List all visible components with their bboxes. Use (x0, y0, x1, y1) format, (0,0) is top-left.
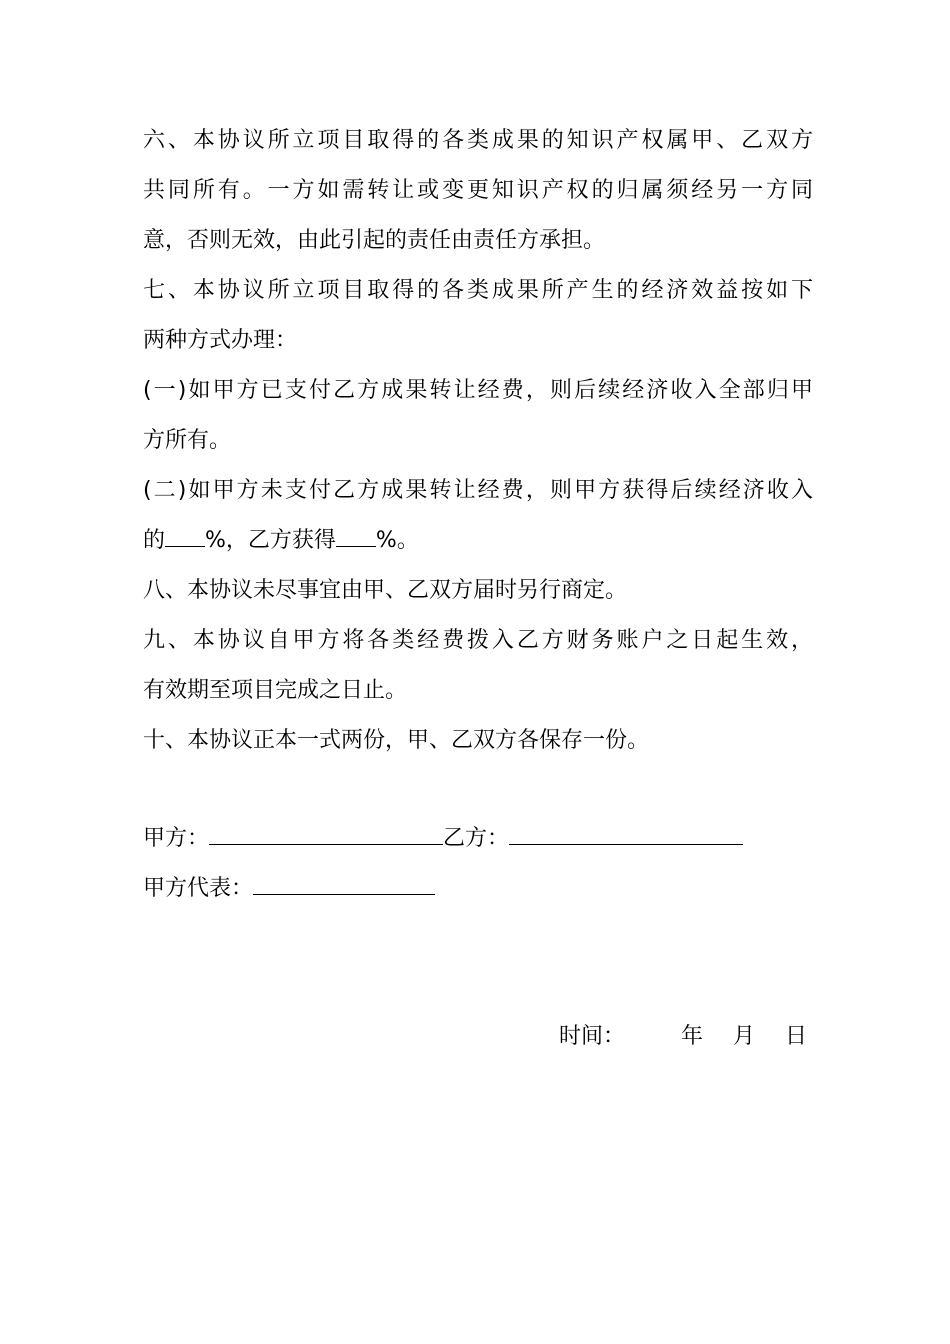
date-label: 时间： (558, 1024, 625, 1049)
clause-seven-line-1: 七、本协议所立项目取得的各类成果所产生的经济效益按如下 (143, 278, 813, 303)
agreement-clauses (143, 116, 813, 766)
clause-six-line-1: 六、本协议所立项目取得的各类成果的知识产权属甲、乙双方 (143, 128, 813, 153)
clause-nine-line-1: 九、本协议自甲方将各类经费拨入乙方财务账户之日起生效， (143, 628, 813, 653)
clause-seven-b-prefix: 的 (143, 528, 166, 553)
date-year: 年 (680, 1024, 703, 1049)
date-day: 日 (784, 1024, 807, 1049)
party-b-label: 乙方： (443, 826, 510, 851)
clause-seven-line-2: 两种方式办理： (143, 328, 298, 353)
clause-seven-b-line-1: (二)如甲方未支付乙方成果转让经费，则甲方获得后续经济收入 (143, 478, 813, 503)
clause-seven-b-line-2 (143, 516, 813, 566)
clause-six-line-3: 意，否则无效，由此引起的责任由责任方承担。 (143, 228, 606, 253)
party-a-rep-signature-blank[interactable] (253, 874, 435, 895)
clause-seven-a-line-2: 方所有。 (143, 428, 232, 453)
clause-seven-a-line-1: (一)如甲方已支付乙方成果转让经费，则后续经济收入全部归甲 (143, 378, 813, 403)
party-signature-line (143, 814, 813, 864)
signature-block (143, 814, 813, 914)
party-b-signature-blank[interactable] (509, 824, 743, 845)
clause-nine-line-2: 有效期至项目完成之日止。 (143, 678, 408, 703)
party-b-percent-blank[interactable] (336, 526, 376, 547)
party-a-signature-blank[interactable] (209, 824, 443, 845)
clause-ten: 十、本协议正本一式两份，甲、乙双方各保存一份。 (143, 728, 650, 753)
clause-eight: 八、本协议未尽事宜由甲、乙双方届时另行商定。 (143, 578, 628, 603)
date-line (143, 1012, 807, 1062)
representative-signature-line (143, 864, 813, 914)
party-a-rep-label: 甲方代表： (143, 876, 254, 901)
party-a-percent-blank[interactable] (165, 526, 205, 547)
clause-seven-b-mid: %，乙方获得 (205, 528, 336, 553)
party-a-label: 甲方： (143, 826, 210, 851)
date-month: 月 (732, 1024, 755, 1049)
clause-six-line-2: 共同所有。一方如需转让或变更知识产权的归属须经另一方同 (143, 178, 813, 203)
clause-seven-b-suffix: %。 (375, 528, 419, 553)
